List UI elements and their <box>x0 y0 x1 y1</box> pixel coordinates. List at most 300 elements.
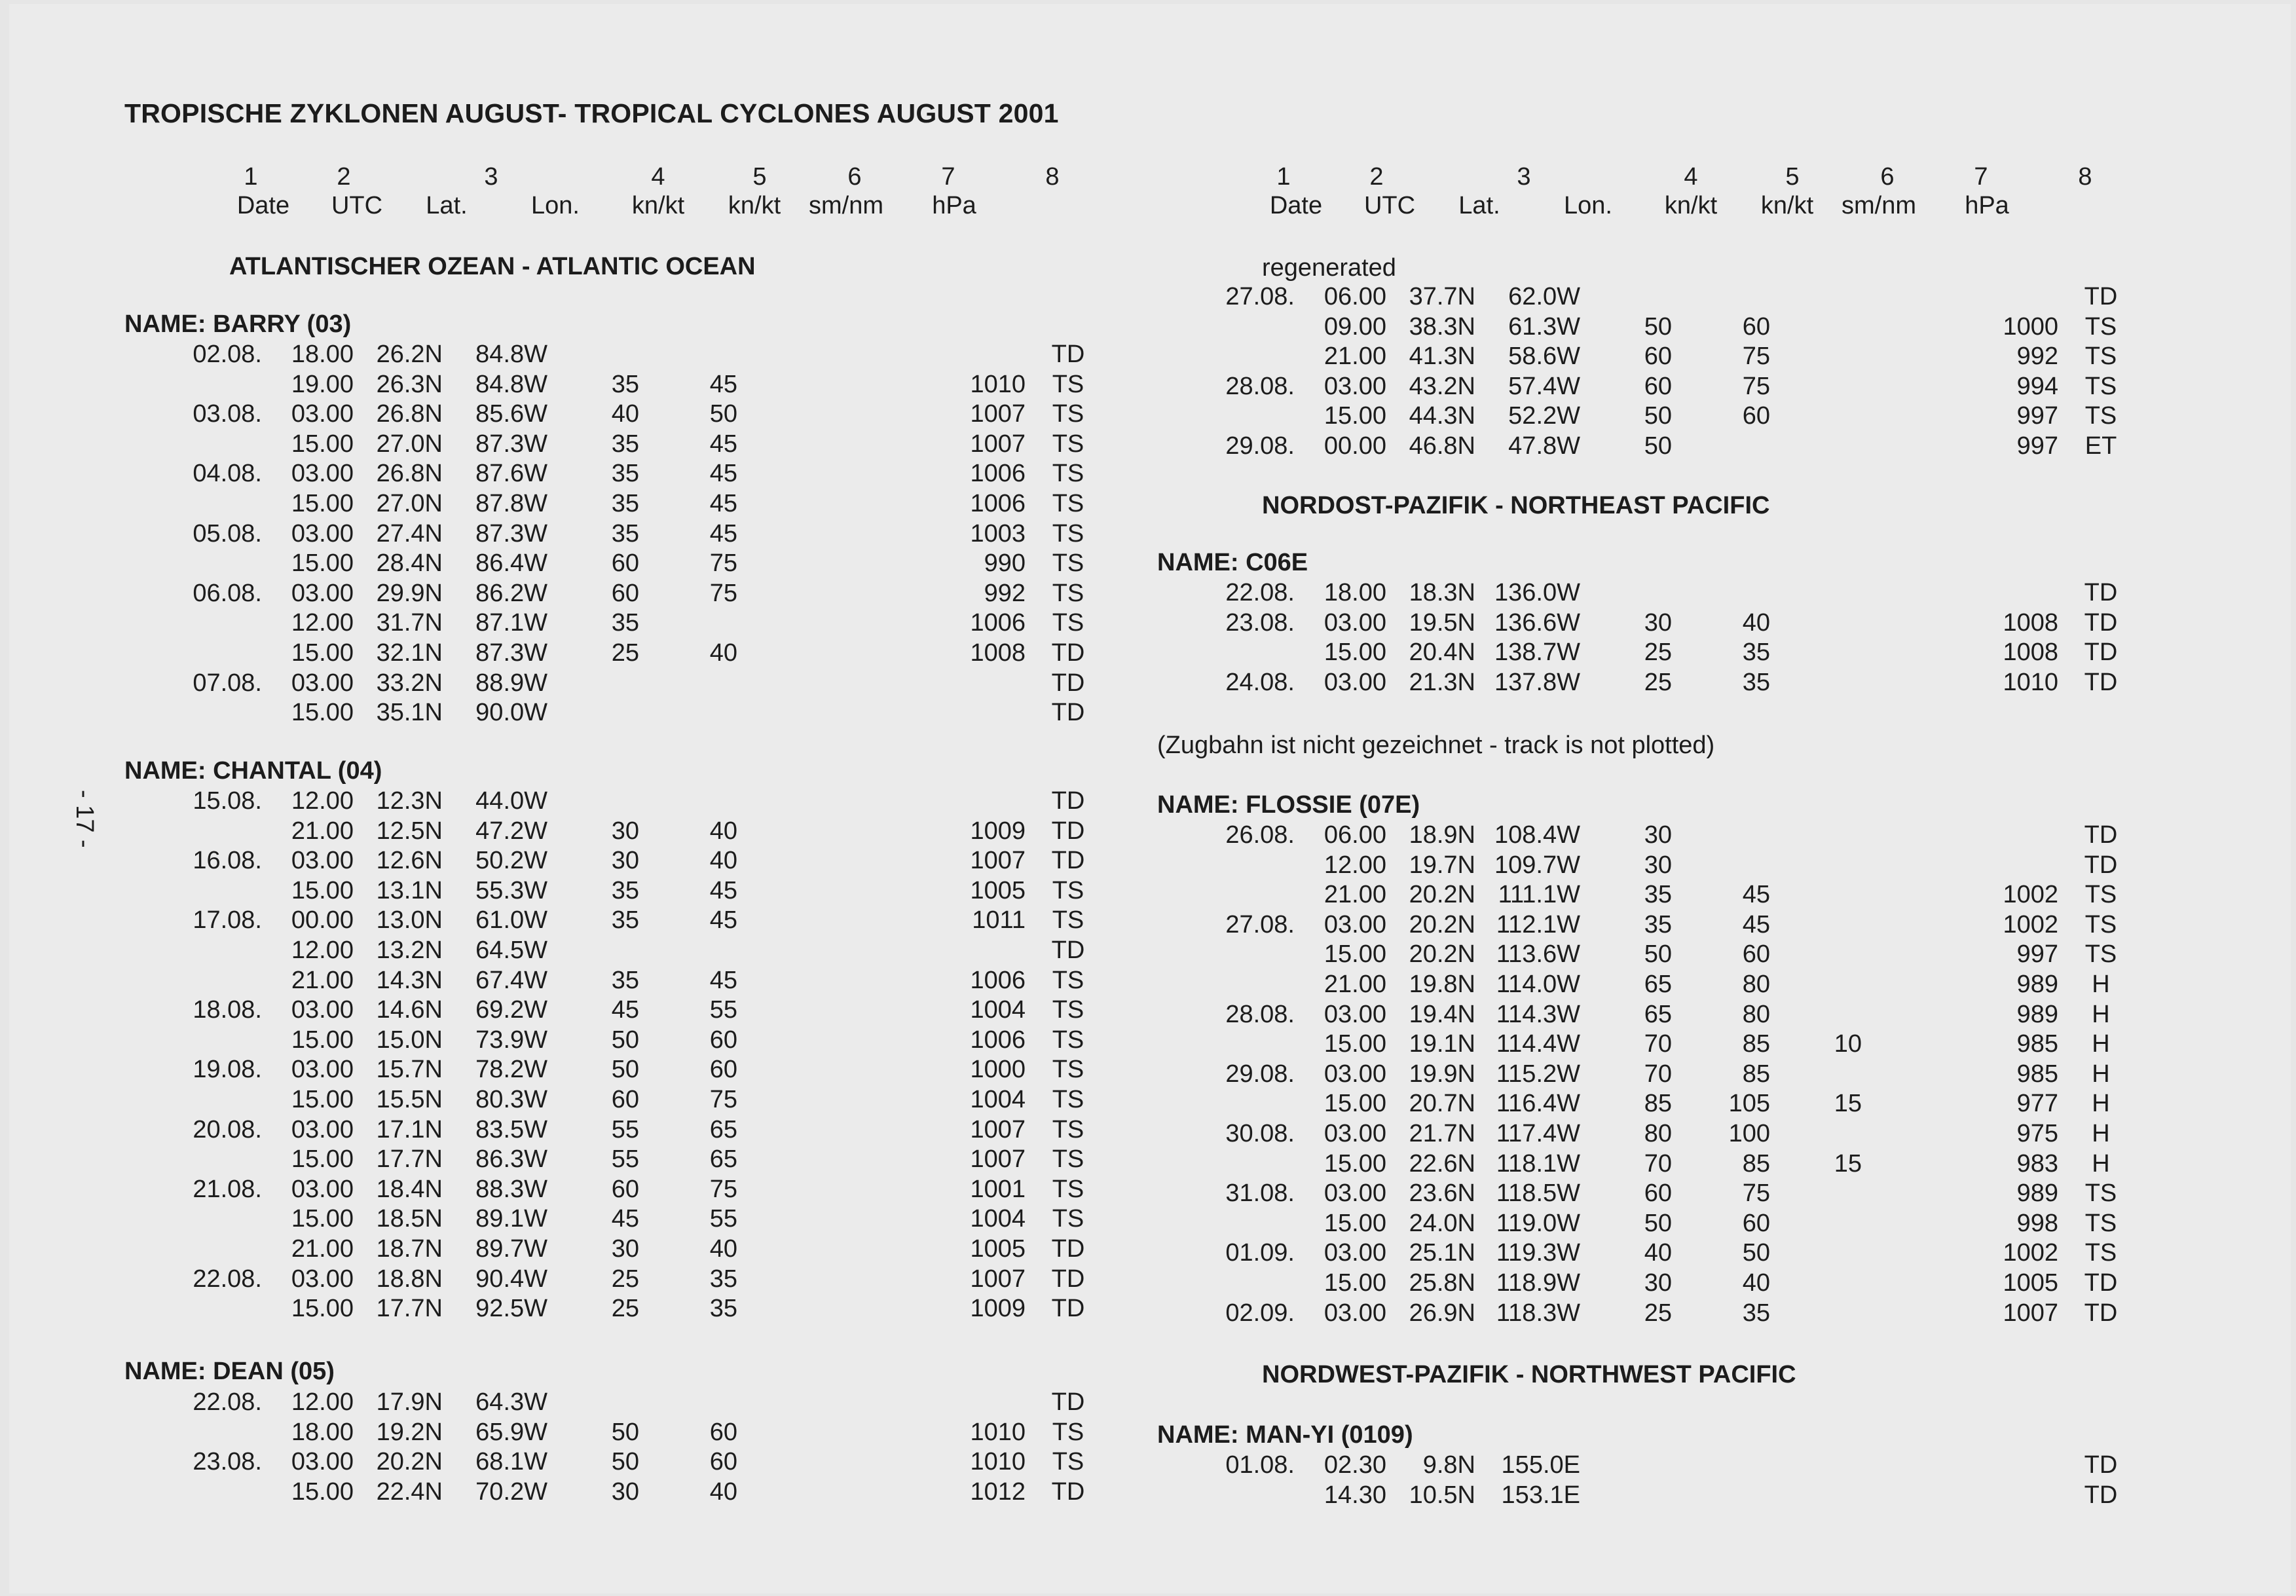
storm-name-barry: NAME: BARRY (03) <box>124 310 352 338</box>
cell-lat: 19.1N <box>1409 1030 1475 1058</box>
cell-lat: 22.6N <box>1409 1149 1475 1178</box>
cell-lat: 17.7N <box>376 1145 443 1174</box>
cell-utc: 03.00 <box>1324 1299 1386 1327</box>
cell-lon: 114.3W <box>1496 1000 1580 1028</box>
cell-gust-kt: 45 <box>709 906 737 935</box>
cell-status: TS <box>1052 1205 1084 1233</box>
cell-lat: 10.5N <box>1409 1481 1475 1509</box>
cell-utc: 03.00 <box>291 400 354 428</box>
cell-wind-kt: 60 <box>1644 1179 1672 1208</box>
cell-utc: 15.00 <box>291 549 354 578</box>
cell-status: TD <box>1051 787 1085 815</box>
cell-utc: 03.00 <box>291 1115 354 1143</box>
table-row <box>1144 971 2166 1000</box>
cell-utc: 15.00 <box>291 639 354 667</box>
cell-wind-kt: 35 <box>611 966 639 994</box>
cell-date: 16.08. <box>193 847 262 875</box>
cell-lon: 80.3W <box>475 1086 547 1113</box>
table-row <box>1144 669 2166 698</box>
cell-gust-kt: 75 <box>709 1086 737 1113</box>
cell-gust-kt: 40 <box>1742 1269 1770 1297</box>
cell-utc: 03.00 <box>1324 668 1386 696</box>
cell-wind-kt: 65 <box>1644 971 1672 998</box>
cell-status: TS <box>2084 1239 2117 1267</box>
cell-pressure-hpa: 1006 <box>970 966 1026 994</box>
cell-date: 29.08. <box>1225 432 1295 460</box>
cell-lon: 68.1W <box>475 1448 547 1476</box>
table-row <box>111 639 1133 669</box>
cell-gust-kt: 45 <box>1742 881 1770 909</box>
cell-gust-kt: 80 <box>1742 1000 1770 1028</box>
cell-wind-kt: 30 <box>611 817 639 845</box>
cell-utc: 03.00 <box>1324 1179 1386 1208</box>
cell-utc: 03.00 <box>291 1175 354 1203</box>
table-row <box>1144 343 2166 372</box>
cell-date: 02.08. <box>193 341 262 368</box>
cell-status: ET <box>2084 432 2117 460</box>
cell-pressure-hpa: 1010 <box>970 1418 1026 1446</box>
cell-pressure-hpa: 1002 <box>2003 910 2058 938</box>
table-row <box>111 847 1133 876</box>
cell-lat: 18.5N <box>376 1205 443 1233</box>
table-row <box>111 906 1133 936</box>
cell-pressure-hpa: 1000 <box>970 1056 1026 1084</box>
cell-lon: 87.8W <box>475 490 547 517</box>
table-row <box>111 1265 1133 1295</box>
cell-lon: 65.9W <box>475 1418 547 1446</box>
column-label: hPa <box>932 192 976 219</box>
page-number: - 17 - <box>71 790 98 848</box>
cell-status: H <box>2092 1149 2110 1178</box>
cell-utc: 15.00 <box>1324 1149 1386 1178</box>
cell-wind-kt: 55 <box>611 1115 639 1143</box>
cell-radius-nm: 15 <box>1834 1090 1862 1118</box>
cell-date: 18.08. <box>193 996 262 1024</box>
column-number: 5 <box>1785 163 1800 191</box>
cell-gust-kt: 45 <box>709 490 737 517</box>
table-row <box>111 996 1133 1026</box>
column-label: sm/nm <box>809 192 883 219</box>
cell-lat: 18.9N <box>1409 821 1475 849</box>
cell-lat: 13.0N <box>376 906 443 935</box>
column-number: 5 <box>752 163 767 191</box>
cell-utc: 12.00 <box>1324 851 1386 879</box>
cell-wind-kt: 35 <box>1644 881 1672 909</box>
cell-lat: 27.0N <box>376 490 443 517</box>
cell-wind-kt: 30 <box>611 1477 639 1506</box>
cell-wind-kt: 25 <box>611 1265 639 1293</box>
cell-date: 22.08. <box>193 1388 262 1416</box>
cell-pressure-hpa: 992 <box>984 579 1026 607</box>
cell-status: TS <box>1052 609 1084 637</box>
cell-lat: 17.1N <box>376 1115 443 1143</box>
cell-status: TS <box>2084 940 2117 969</box>
cell-status: TD <box>2084 1481 2118 1509</box>
cell-lon: 87.3W <box>475 639 547 667</box>
cell-date: 19.08. <box>193 1056 262 1084</box>
cell-utc: 03.00 <box>291 1265 354 1293</box>
table-row <box>111 787 1133 817</box>
column-label: Lat. <box>1458 192 1500 219</box>
cell-wind-kt: 50 <box>1644 1209 1672 1237</box>
cell-lon: 58.6W <box>1508 343 1580 371</box>
cell-wind-kt: 60 <box>611 579 639 607</box>
cell-lon: 87.3W <box>475 430 547 458</box>
table-row <box>1144 579 2166 608</box>
cell-status: TS <box>2084 312 2117 341</box>
cell-gust-kt: 75 <box>709 579 737 607</box>
cell-status: TS <box>2084 343 2117 371</box>
cell-gust-kt: 60 <box>1742 312 1770 341</box>
cell-lon: 136.0W <box>1494 579 1580 606</box>
cell-pressure-hpa: 1001 <box>970 1175 1026 1203</box>
column-label: UTC <box>331 192 383 219</box>
cell-wind-kt: 35 <box>611 490 639 517</box>
column-number: 8 <box>2078 163 2092 191</box>
cell-gust-kt: 60 <box>1742 940 1770 969</box>
cell-lon: 86.4W <box>475 549 547 578</box>
cell-pressure-hpa: 977 <box>2016 1090 2058 1118</box>
table-row <box>1144 821 2166 851</box>
cell-lon: 136.6W <box>1494 608 1580 637</box>
table-row <box>111 341 1133 370</box>
table-row <box>111 1086 1133 1115</box>
cell-lon: 117.4W <box>1496 1120 1580 1147</box>
cell-status: H <box>2092 971 2110 998</box>
cell-lat: 26.3N <box>376 370 443 398</box>
cell-pressure-hpa: 1002 <box>2003 1239 2058 1267</box>
cell-lat: 23.6N <box>1409 1179 1475 1208</box>
cell-lat: 21.7N <box>1409 1120 1475 1147</box>
table-row <box>111 1026 1133 1056</box>
cell-date: 21.08. <box>193 1175 262 1203</box>
cell-utc: 21.00 <box>1324 881 1386 909</box>
cell-wind-kt: 40 <box>1644 1239 1672 1267</box>
cell-lon: 88.3W <box>475 1175 547 1203</box>
table-row <box>1144 1210 2166 1239</box>
cell-utc: 15.00 <box>291 1477 354 1506</box>
cell-utc: 15.00 <box>291 490 354 517</box>
cell-gust-kt: 75 <box>1742 372 1770 400</box>
cell-utc: 18.00 <box>291 341 354 368</box>
regenerated-note: regenerated <box>1262 254 1396 282</box>
cell-wind-kt: 25 <box>1644 1299 1672 1327</box>
cell-pressure-hpa: 1004 <box>970 1205 1026 1233</box>
cell-status: H <box>2092 1030 2110 1058</box>
cell-wind-kt: 35 <box>611 460 639 488</box>
cell-gust-kt: 55 <box>709 1205 737 1233</box>
cell-lat: 18.7N <box>376 1235 443 1263</box>
cell-wind-kt: 35 <box>611 609 639 637</box>
cell-pressure-hpa: 1000 <box>2003 312 2058 341</box>
column-label: kn/kt <box>1760 192 1814 219</box>
cell-utc: 12.00 <box>291 609 354 637</box>
cell-lat: 38.3N <box>1409 312 1475 341</box>
cell-pressure-hpa: 1007 <box>970 430 1026 458</box>
cell-lat: 20.7N <box>1409 1090 1475 1118</box>
cell-lat: 18.8N <box>376 1265 443 1293</box>
cell-pressure-hpa: 1007 <box>970 1115 1026 1143</box>
storm-name-flossie: NAME: FLOSSIE (07E) <box>1157 791 1420 819</box>
cell-date: 29.08. <box>1225 1060 1295 1088</box>
table-row <box>1144 1030 2166 1060</box>
table-row <box>1144 1481 2166 1511</box>
cell-date: 28.08. <box>1225 372 1295 400</box>
cell-lon: 67.4W <box>475 966 547 994</box>
cell-lon: 61.0W <box>475 906 547 935</box>
cell-utc: 03.00 <box>291 519 354 547</box>
cell-status: TD <box>2084 579 2118 606</box>
cell-pressure-hpa: 985 <box>2016 1030 2058 1058</box>
table-row <box>1144 283 2166 312</box>
cell-gust-kt: 45 <box>1742 910 1770 938</box>
cell-lat: 17.7N <box>376 1295 443 1323</box>
column-label: kn/kt <box>631 192 685 219</box>
cell-wind-kt: 35 <box>1644 910 1672 938</box>
cell-date: 23.08. <box>1225 608 1295 637</box>
cell-status: TS <box>1052 400 1084 428</box>
cell-wind-kt: 35 <box>611 906 639 935</box>
cell-wind-kt: 60 <box>611 1086 639 1113</box>
cell-wind-kt: 50 <box>611 1418 639 1446</box>
cell-lon: 64.3W <box>475 1388 547 1416</box>
table-row <box>1144 609 2166 639</box>
cell-status: TD <box>1051 639 1085 667</box>
cell-gust-kt: 35 <box>1742 1299 1770 1327</box>
cell-lon: 57.4W <box>1508 372 1580 400</box>
cell-utc: 19.00 <box>291 370 354 398</box>
cell-gust-kt: 40 <box>709 1235 737 1263</box>
cell-gust-kt: 35 <box>1742 639 1770 667</box>
cell-utc: 03.00 <box>1324 1120 1386 1147</box>
cell-status: H <box>2092 1120 2110 1147</box>
cell-pressure-hpa: 1005 <box>2003 1269 2058 1297</box>
cell-gust-kt: 40 <box>709 639 737 667</box>
cell-pressure-hpa: 1005 <box>970 876 1026 904</box>
storm-name-c06e: NAME: C06E <box>1157 549 1308 576</box>
cell-gust-kt: 105 <box>1728 1090 1770 1118</box>
cell-wind-kt: 50 <box>611 1056 639 1084</box>
table-row <box>111 1419 1133 1448</box>
cell-lon: 118.9W <box>1496 1269 1580 1297</box>
cell-wind-kt: 65 <box>1644 1000 1672 1028</box>
cell-lon: 118.5W <box>1496 1179 1580 1208</box>
cell-lat: 43.2N <box>1409 372 1475 400</box>
cell-status: TD <box>2084 639 2118 667</box>
cell-status: H <box>2092 1000 2110 1028</box>
column-number: 3 <box>1517 163 1531 191</box>
cell-lat: 33.2N <box>376 669 443 697</box>
cell-radius-nm: 10 <box>1834 1030 1862 1058</box>
page-title: TROPISCHE ZYKLONEN AUGUST- TROPICAL CYCLONES AUGUST 2001 <box>124 98 1059 128</box>
cell-gust-kt: 40 <box>1742 608 1770 637</box>
cell-pressure-hpa: 1007 <box>970 1145 1026 1174</box>
cell-lon: 116.4W <box>1496 1090 1580 1118</box>
table-row <box>111 669 1133 699</box>
cell-gust-kt: 50 <box>709 400 737 428</box>
cell-lon: 62.0W <box>1508 283 1580 310</box>
cell-utc: 03.00 <box>1324 372 1386 400</box>
cell-utc: 15.00 <box>1324 639 1386 667</box>
cell-wind-kt: 45 <box>611 1205 639 1233</box>
cell-lat: 19.7N <box>1409 851 1475 879</box>
cell-lon: 119.0W <box>1496 1209 1580 1237</box>
cell-date: 27.08. <box>1225 910 1295 938</box>
cell-lat: 12.3N <box>376 787 443 815</box>
cell-gust-kt: 65 <box>709 1115 737 1143</box>
cell-lon: 87.3W <box>475 519 547 547</box>
table-row <box>1144 1090 2166 1119</box>
cell-utc: 21.00 <box>1324 343 1386 371</box>
cell-status: TS <box>2084 881 2117 909</box>
cell-lon: 87.1W <box>475 609 547 637</box>
cell-wind-kt: 35 <box>611 430 639 458</box>
cell-pressure-hpa: 989 <box>2016 1000 2058 1028</box>
cell-status: TD <box>1051 1265 1085 1293</box>
cell-lon: 114.0W <box>1496 971 1580 998</box>
cell-utc: 15.00 <box>291 699 354 727</box>
cell-utc: 18.00 <box>291 1418 354 1446</box>
cell-lon: 138.7W <box>1494 639 1580 667</box>
storm-name-chantal: NAME: CHANTAL (04) <box>124 757 382 785</box>
cell-gust-kt: 75 <box>709 1175 737 1203</box>
column-number: 8 <box>1045 163 1060 191</box>
cell-lon: 47.8W <box>1508 432 1580 460</box>
table-row <box>111 877 1133 906</box>
cell-pressure-hpa: 990 <box>984 549 1026 578</box>
section-northeast-pacific: NORDOST-PAZIFIK - NORTHEAST PACIFIC <box>1262 492 1770 519</box>
cell-lat: 26.2N <box>376 341 443 368</box>
cell-date: 01.09. <box>1225 1239 1295 1267</box>
cell-lat: 15.7N <box>376 1056 443 1084</box>
cell-lon: 44.0W <box>475 787 547 815</box>
table-row <box>111 400 1133 430</box>
cell-gust-kt: 100 <box>1728 1120 1770 1147</box>
cell-gust-kt: 45 <box>709 966 737 994</box>
cell-status: TD <box>2084 668 2118 696</box>
table-row <box>111 549 1133 579</box>
cell-wind-kt: 30 <box>611 847 639 875</box>
cell-status: TS <box>1052 1418 1084 1446</box>
cell-pressure-hpa: 1008 <box>970 639 1026 667</box>
cell-status: TS <box>1052 519 1084 547</box>
cell-lat: 13.2N <box>376 937 443 964</box>
table-row <box>111 371 1133 400</box>
cell-lon: 137.8W <box>1494 668 1580 696</box>
table-row <box>111 1116 1133 1145</box>
cell-utc: 21.00 <box>291 1235 354 1263</box>
cell-lat: 25.8N <box>1409 1269 1475 1297</box>
cell-status: TD <box>1051 1388 1085 1416</box>
table-row <box>1144 911 2166 940</box>
cell-gust-kt: 45 <box>709 370 737 398</box>
table-row <box>1144 1120 2166 1149</box>
cell-gust-kt: 65 <box>709 1145 737 1174</box>
cell-wind-kt: 25 <box>611 639 639 667</box>
table-row <box>1144 402 2166 432</box>
table-row <box>1144 1451 2166 1481</box>
cell-pressure-hpa: 1004 <box>970 996 1026 1024</box>
cell-pressure-hpa: 1006 <box>970 609 1026 637</box>
cell-gust-kt: 40 <box>709 847 737 875</box>
cell-lat: 44.3N <box>1409 402 1475 430</box>
table-row <box>111 1176 1133 1205</box>
cell-lon: 153.1E <box>1501 1481 1580 1509</box>
column-label: Date <box>236 192 290 219</box>
cell-utc: 03.00 <box>1324 1000 1386 1028</box>
cell-lon: 109.7W <box>1494 851 1580 879</box>
cell-lon: 118.3W <box>1496 1299 1580 1327</box>
cell-status: TS <box>1052 1026 1084 1054</box>
cell-date: 20.08. <box>193 1115 262 1143</box>
cell-pressure-hpa: 1006 <box>970 460 1026 488</box>
cell-date: 04.08. <box>193 460 262 488</box>
cell-status: TS <box>2084 372 2117 400</box>
cell-lat: 20.2N <box>376 1448 443 1476</box>
cell-utc: 03.00 <box>291 1448 354 1476</box>
table-row <box>111 1448 1133 1477</box>
cell-lat: 14.6N <box>376 996 443 1024</box>
cell-lon: 52.2W <box>1508 402 1580 430</box>
cell-utc: 03.00 <box>291 1056 354 1084</box>
cell-pressure-hpa: 1008 <box>2003 639 2058 667</box>
cell-status: TD <box>2084 821 2118 849</box>
cell-lon: 155.0E <box>1501 1451 1580 1479</box>
cell-lat: 15.5N <box>376 1086 443 1113</box>
column-label: hPa <box>1965 192 2009 219</box>
cell-wind-kt: 50 <box>1644 940 1672 969</box>
cell-gust-kt: 35 <box>709 1295 737 1323</box>
section-atlantic: ATLANTISCHER OZEAN - ATLANTIC OCEAN <box>229 253 756 280</box>
cell-date: 07.08. <box>193 669 262 697</box>
table-row <box>111 937 1133 966</box>
cell-utc: 15.00 <box>291 1026 354 1054</box>
cell-status: TS <box>2084 1179 2117 1208</box>
cell-wind-kt: 30 <box>1644 608 1672 637</box>
cell-pressure-hpa: 994 <box>2016 372 2058 400</box>
cell-wind-kt: 40 <box>611 400 639 428</box>
cell-wind-kt: 30 <box>1644 851 1672 879</box>
cell-gust-kt: 45 <box>709 460 737 488</box>
cell-status: TS <box>1052 996 1084 1024</box>
cell-lat: 24.0N <box>1409 1209 1475 1237</box>
cell-gust-kt: 60 <box>1742 402 1770 430</box>
cell-wind-kt: 30 <box>1644 821 1672 849</box>
cell-lon: 84.8W <box>475 341 547 368</box>
cell-lon: 88.9W <box>475 669 547 697</box>
cell-utc: 03.00 <box>291 847 354 875</box>
cell-status: TD <box>1051 1477 1085 1506</box>
table-row <box>1144 1269 2166 1299</box>
table-row <box>1144 940 2166 970</box>
cell-status: TS <box>2084 402 2117 430</box>
cell-status: TS <box>2084 910 2117 938</box>
cell-utc: 18.00 <box>1324 579 1386 606</box>
cell-status: TS <box>1052 906 1084 935</box>
cell-lon: 47.2W <box>475 817 547 845</box>
table-row <box>111 699 1133 728</box>
cell-lat: 12.6N <box>376 847 443 875</box>
cell-utc: 15.00 <box>291 1145 354 1174</box>
cell-pressure-hpa: 998 <box>2016 1209 2058 1237</box>
cell-wind-kt: 70 <box>1644 1030 1672 1058</box>
cell-gust-kt: 60 <box>709 1418 737 1446</box>
column-number: 2 <box>1369 163 1384 191</box>
cell-date: 06.08. <box>193 579 262 607</box>
cell-lon: 112.1W <box>1496 910 1580 938</box>
cell-date: 24.08. <box>1225 668 1295 696</box>
cell-lat: 19.2N <box>376 1418 443 1446</box>
